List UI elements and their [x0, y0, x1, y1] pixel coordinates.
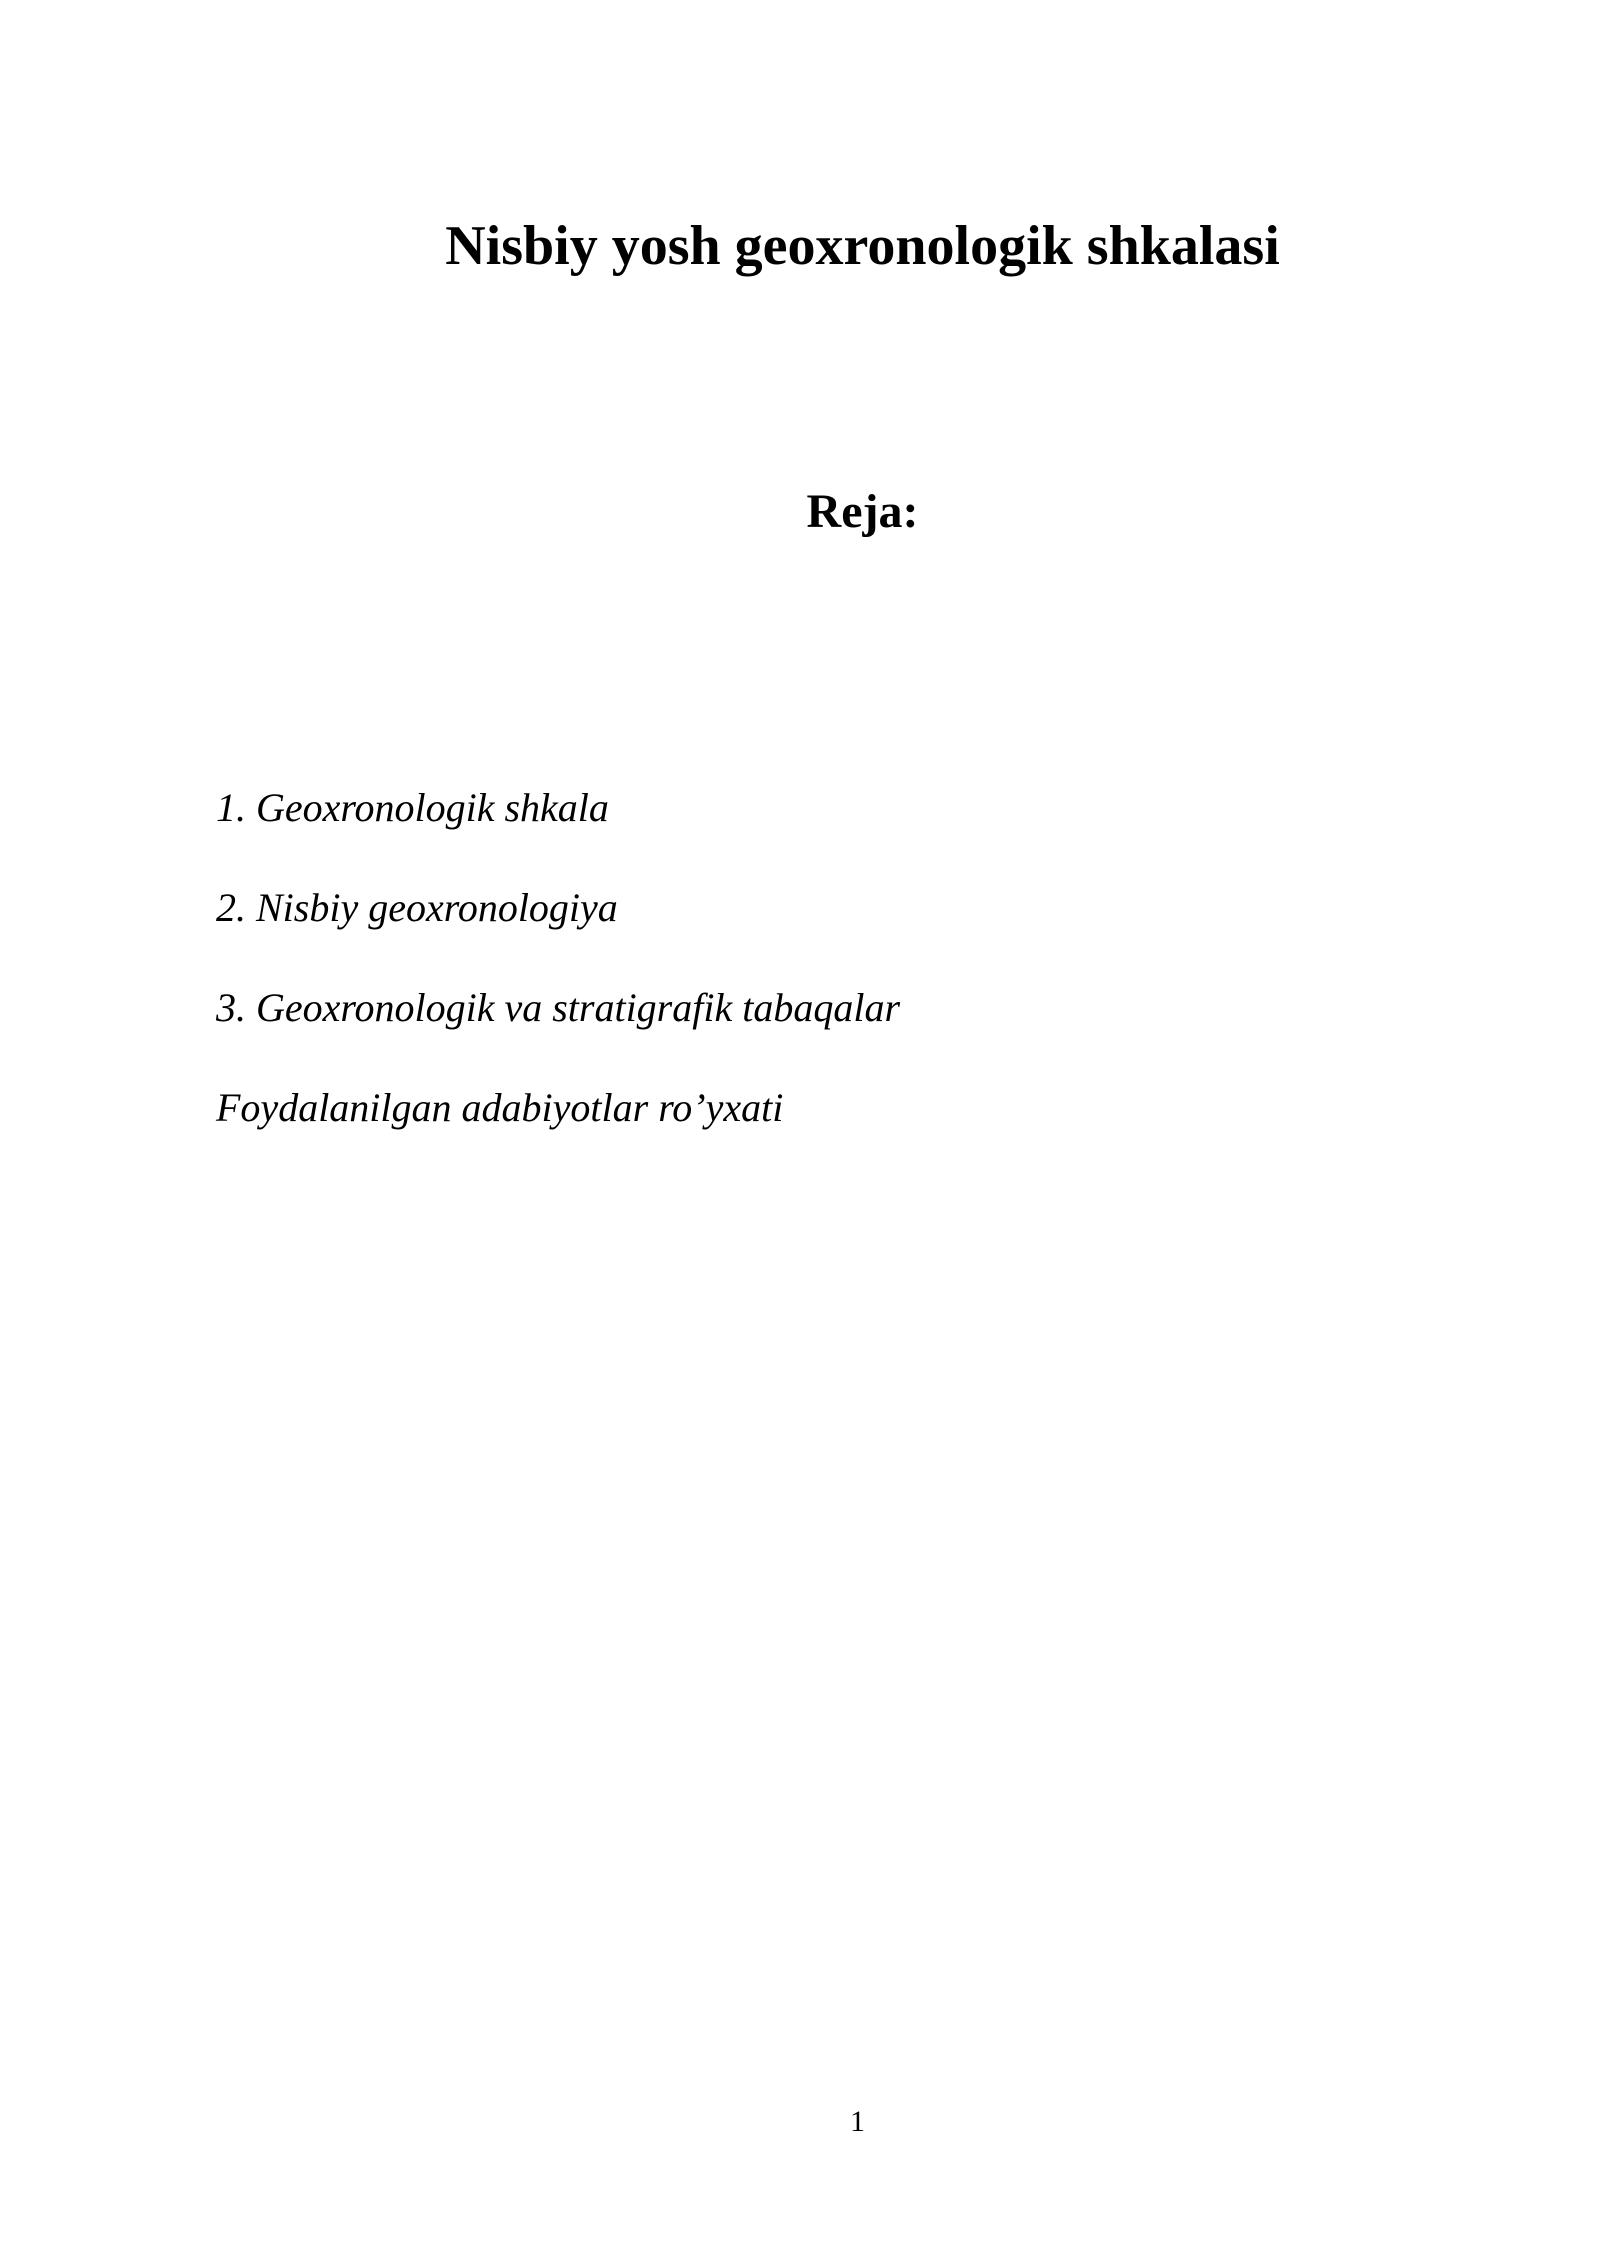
plan-list	[216, 778, 900, 1178]
plan-item-1: 1. Geoxronologik shkala	[216, 785, 609, 830]
page-number: 1	[850, 2105, 865, 2138]
plan-item-2: 2. Nisbiy geoxronologiya	[216, 885, 618, 930]
plan-heading: Reja:	[806, 485, 919, 538]
plan-item-references: Foydalanilgan adabiyotlar ro’yxati	[216, 1085, 784, 1130]
plan-item-3: 3. Geoxronologik va stratigrafik tabaqalar	[216, 985, 901, 1030]
document-title: Nisbiy yosh geoxronologik shkalasi	[445, 215, 1280, 277]
